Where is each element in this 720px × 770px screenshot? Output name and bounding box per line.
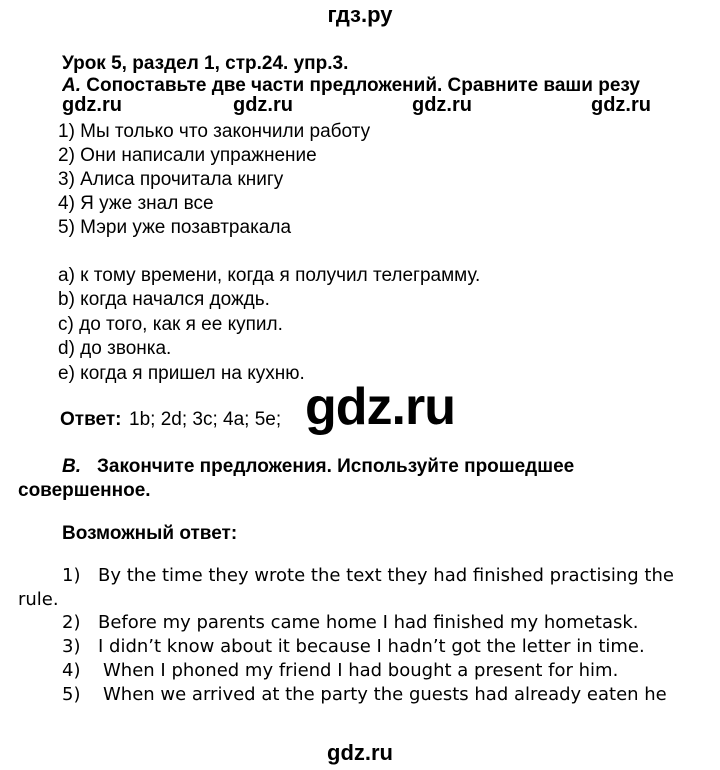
watermark: gdz.ru	[62, 94, 122, 116]
sentence-text-continued: rule.	[18, 589, 59, 610]
second-part-item: d) до звонка.	[58, 338, 172, 359]
sentence-text: When I phoned my friend I had bought a present for him.	[103, 660, 619, 681]
sentence-text: Before my parents came home I had finished my hometask.	[98, 612, 639, 633]
first-part-item: 5) Мэри уже позавтракала	[58, 217, 292, 238]
sentence-number: 3)	[62, 636, 81, 657]
second-part-item: c) до того, как я ее купил.	[58, 314, 283, 335]
part-b-letter: B.	[62, 456, 81, 477]
watermark: gdz.ru	[591, 94, 651, 116]
footer-watermark: gdz.ru	[327, 740, 393, 765]
sentence-text: I didn’t know about it because I hadn’t got the letter in time.	[98, 636, 645, 657]
first-part-item: 2) Они написали упражнение	[58, 145, 317, 166]
big-watermark: gdz.ru	[305, 378, 455, 436]
site-header: гдз.ру	[327, 2, 393, 27]
second-part-item: e) когда я пришел на кухню.	[58, 363, 305, 384]
possible-answer-label: Возможный ответ:	[62, 523, 238, 544]
sentence-text: By the time they wrote the text they had finished practising the	[98, 565, 674, 586]
second-part-item: b) когда начался дождь.	[58, 289, 270, 310]
answer-label: Ответ:	[60, 409, 122, 430]
sentence-number: 1)	[62, 565, 81, 586]
first-part-item: 4) Я уже знал все	[58, 193, 214, 214]
sentence-text: When we arrived at the party the guests had already eaten he	[103, 684, 667, 705]
part-b-instruction-continued: совершенное.	[18, 480, 151, 501]
sentence-number: 4)	[62, 660, 81, 681]
part-a-letter: A.	[62, 75, 81, 96]
part-a-instruction: Сопоставьте две части предложений. Сравните ваши резу	[86, 75, 640, 96]
lesson-title: Урок 5, раздел 1, стр.24. упр.3.	[62, 53, 349, 74]
first-part-item: 1) Мы только что закончили работу	[58, 121, 371, 142]
sentence-number: 5)	[62, 684, 81, 705]
watermark: gdz.ru	[233, 94, 293, 116]
second-part-item: a) к тому времени, когда я получил телеграмму.	[58, 265, 481, 286]
sentence-number: 2)	[62, 612, 81, 633]
answer-value: 1b; 2d; 3c; 4a; 5e;	[129, 409, 282, 430]
part-b-instruction: Закончите предложения. Используйте прошедшее	[97, 456, 575, 477]
first-part-item: 3) Алиса прочитала книгу	[58, 169, 284, 190]
watermark: gdz.ru	[412, 94, 472, 116]
